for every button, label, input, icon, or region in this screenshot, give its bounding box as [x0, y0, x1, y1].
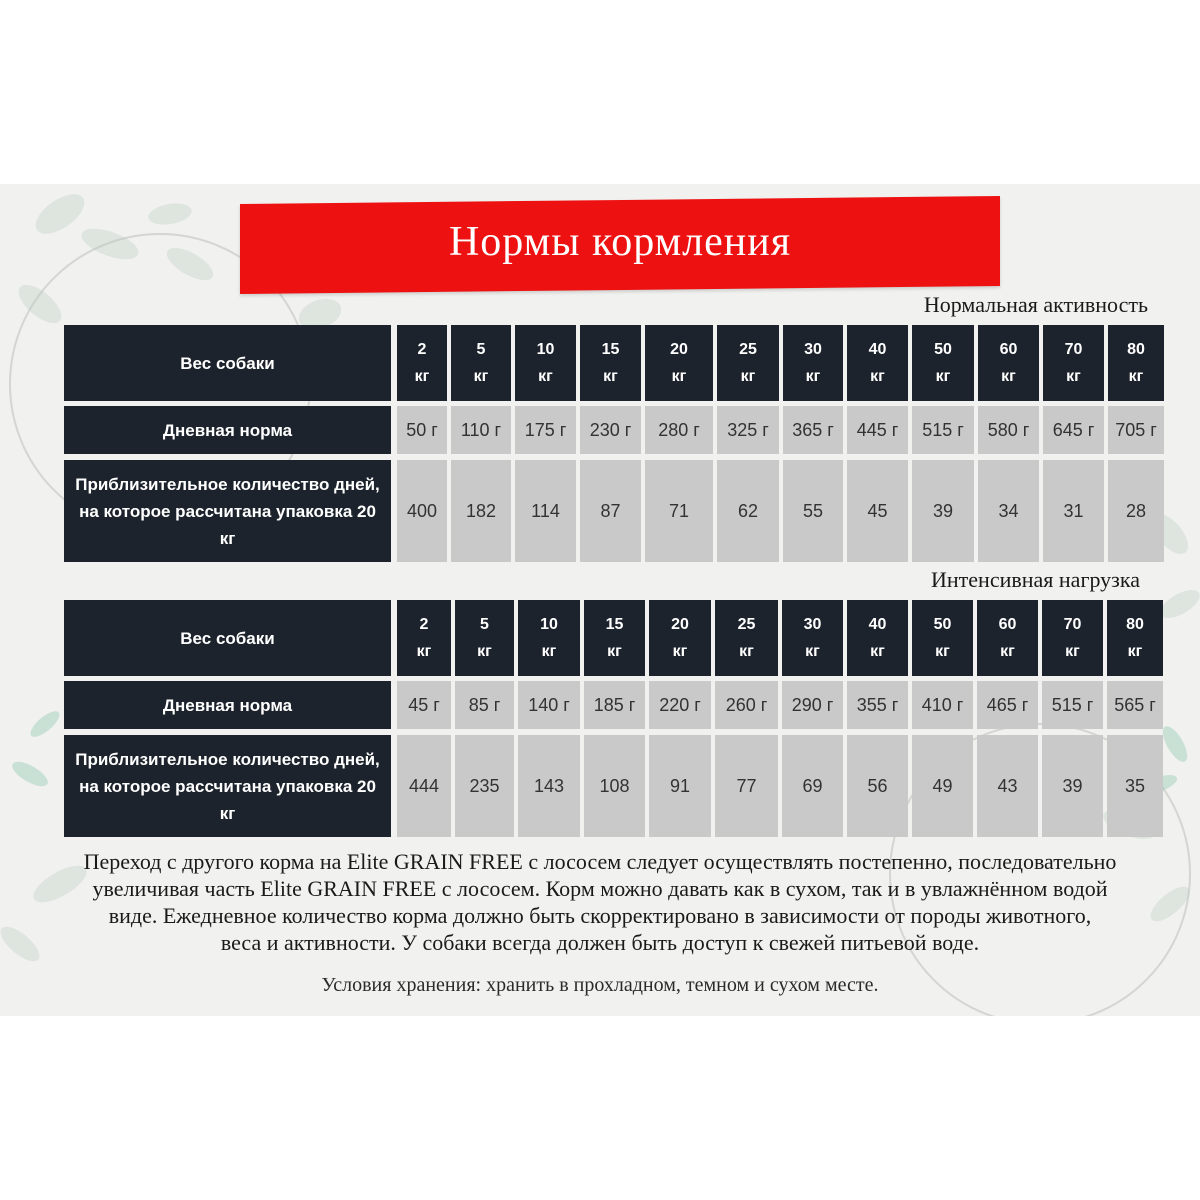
- daily-norm-cell: 140 г: [518, 681, 580, 729]
- weight-cell: [397, 325, 447, 401]
- weight-unit: кг: [1127, 643, 1143, 660]
- weight-unit: кг: [805, 368, 821, 385]
- daily-norm-cell: 580 г: [978, 406, 1039, 454]
- weight-cell: [912, 600, 973, 676]
- weight-unit: кг: [541, 643, 557, 660]
- weight-unit: кг: [473, 368, 489, 385]
- weight-unit: кг: [607, 643, 622, 660]
- days-cell: 235: [455, 735, 514, 837]
- daily-norm-cell: 260 г: [715, 681, 778, 729]
- weight-unit: кг: [671, 368, 687, 385]
- weight-unit: кг: [870, 368, 885, 385]
- weight-value: 40: [868, 341, 887, 358]
- weight-cell: [978, 325, 1039, 401]
- weight-value: 20: [671, 616, 689, 633]
- weight-cell: [1108, 325, 1164, 401]
- days-header: Приблизительное количество дней, на которое рассчитана упаковка 20 кг: [64, 460, 391, 562]
- weight-value: 60: [998, 616, 1017, 633]
- days-cell: 49: [912, 735, 973, 837]
- days-header: Приблизительное количество дней, на которое рассчитана упаковка 20 кг: [64, 735, 391, 837]
- weight-cell: [584, 600, 645, 676]
- weight-value: 10: [540, 616, 558, 633]
- daily-norm-cell: 185 г: [584, 681, 645, 729]
- note-line: увеличивая часть Elite GRAIN FREE с лососем. Корм можно давать как в сухом, так и в увлажнённом водой: [92, 876, 1108, 901]
- daily-norm-cell: 85 г: [455, 681, 514, 729]
- weight-unit: кг: [935, 368, 951, 385]
- weight-cell: [1042, 600, 1103, 676]
- weight-cell: [977, 600, 1038, 676]
- daily-norm-cell: 230 г: [580, 406, 641, 454]
- daily-norm-cell: 110 г: [451, 406, 511, 454]
- weight-value: 25: [737, 616, 756, 633]
- weight-unit: кг: [603, 368, 618, 385]
- weight-value: 10: [536, 341, 555, 358]
- weight-unit: кг: [1066, 368, 1081, 385]
- days-cell: 56: [847, 735, 908, 837]
- daily-norm-cell: 50 г: [397, 406, 447, 454]
- daily-norm-cell: 280 г: [645, 406, 713, 454]
- weight-value: 30: [803, 616, 822, 633]
- days-cell: 43: [977, 735, 1038, 837]
- daily-norm-cell: 705 г: [1108, 406, 1164, 454]
- weight-value: 2: [417, 341, 427, 358]
- weight-unit: кг: [414, 368, 430, 385]
- weight-value: 80: [1126, 616, 1144, 633]
- daily-norm-cell: 220 г: [649, 681, 711, 729]
- weight-value: 70: [1063, 616, 1082, 633]
- weight-value: 50: [933, 616, 952, 633]
- daily-norm-header: Дневная норма: [64, 681, 391, 729]
- days-cell: 91: [649, 735, 711, 837]
- daily-norm-cell: 565 г: [1107, 681, 1163, 729]
- weight-cell: [451, 325, 511, 401]
- weight-unit: кг: [538, 368, 553, 385]
- note-line: виде. Ежедневное количество корма должно быть скорректировано в зависимости от породы животного,: [108, 903, 1092, 928]
- weight-header: Вес собаки: [64, 600, 391, 676]
- weight-value: 30: [804, 341, 822, 358]
- days-cell: 87: [580, 460, 641, 562]
- weight-header: Вес собаки: [64, 325, 391, 401]
- days-cell: 28: [1108, 460, 1164, 562]
- days-cell: 35: [1107, 735, 1163, 837]
- daily-norm-cell: 515 г: [912, 406, 974, 454]
- feeding-card: [0, 184, 1200, 1016]
- weight-cell: [717, 325, 779, 401]
- days-cell: 45: [847, 460, 908, 562]
- weight-value: 5: [476, 341, 486, 358]
- daily-norm-row: [64, 406, 1164, 454]
- daily-norm-cell: 365 г: [783, 406, 843, 454]
- section-label-intense: Интенсивная нагрузка: [931, 567, 1140, 592]
- days-cell: 114: [515, 460, 576, 562]
- weight-unit: кг: [870, 643, 885, 660]
- weight-cell: [397, 600, 451, 676]
- weight-cell: [455, 600, 514, 676]
- weight-unit: кг: [935, 643, 950, 660]
- weight-value: 15: [601, 341, 620, 358]
- weight-value: 70: [1064, 341, 1083, 358]
- weight-value: 15: [605, 616, 624, 633]
- daily-norm-row: [64, 681, 1163, 729]
- days-row: [64, 735, 1163, 837]
- days-cell: 400: [397, 460, 447, 562]
- weight-value: 5: [480, 616, 489, 633]
- days-cell: 39: [1042, 735, 1103, 837]
- days-cell: 55: [783, 460, 843, 562]
- weight-unit: кг: [739, 643, 754, 660]
- weight-unit: кг: [805, 643, 820, 660]
- page-title: Нормы кормления: [448, 219, 792, 265]
- daily-norm-cell: 465 г: [977, 681, 1038, 729]
- note-line: веса и активности. У собаки всегда должен быть доступ к свежей питьевой воде.: [220, 930, 980, 955]
- daily-norm-cell: 355 г: [847, 681, 908, 729]
- weight-value: 40: [868, 616, 887, 633]
- daily-norm-cell: 445 г: [847, 406, 908, 454]
- weight-unit: кг: [740, 368, 756, 385]
- weight-row: [64, 600, 1163, 676]
- weight-cell: [649, 600, 711, 676]
- weight-unit: кг: [1065, 643, 1080, 660]
- weight-value: 80: [1127, 341, 1145, 358]
- weight-cell: [783, 325, 843, 401]
- daily-norm-cell: 175 г: [515, 406, 576, 454]
- weight-value: 2: [419, 616, 429, 633]
- weight-cell: [782, 600, 843, 676]
- days-cell: 182: [451, 460, 511, 562]
- days-cell: 39: [912, 460, 974, 562]
- days-cell: 31: [1043, 460, 1104, 562]
- weight-cell: [847, 325, 908, 401]
- daily-norm-cell: 515 г: [1042, 681, 1103, 729]
- daily-norm-cell: 410 г: [912, 681, 973, 729]
- weight-cell: [1107, 600, 1163, 676]
- weight-unit: кг: [1000, 643, 1015, 660]
- weight-cell: [580, 325, 641, 401]
- transition-notes: [22, 848, 1178, 956]
- weight-cell: [645, 325, 713, 401]
- weight-row: [64, 325, 1164, 401]
- weight-unit: кг: [416, 643, 432, 660]
- days-cell: 108: [584, 735, 645, 837]
- days-cell: 143: [518, 735, 580, 837]
- weight-cell: [912, 325, 974, 401]
- daily-norm-header: Дневная норма: [64, 406, 391, 454]
- weight-unit: кг: [1128, 368, 1144, 385]
- daily-norm-cell: 325 г: [717, 406, 779, 454]
- weight-cell: [847, 600, 908, 676]
- weight-unit: кг: [672, 643, 688, 660]
- days-cell: 77: [715, 735, 778, 837]
- section-label-normal: Нормальная активность: [923, 292, 1148, 317]
- weight-unit: кг: [1001, 368, 1016, 385]
- weight-cell: [715, 600, 778, 676]
- daily-norm-cell: 290 г: [782, 681, 843, 729]
- table-intensive-load: [64, 600, 1163, 837]
- weight-cell: [1043, 325, 1104, 401]
- weight-value: 25: [739, 341, 757, 358]
- weight-value: 20: [670, 341, 688, 358]
- weight-value: 50: [934, 341, 952, 358]
- weight-unit: кг: [477, 643, 492, 660]
- weight-cell: [515, 325, 576, 401]
- daily-norm-cell: 645 г: [1043, 406, 1104, 454]
- weight-value: 60: [999, 341, 1018, 358]
- note-line: Переход с другого корма на Elite GRAIN FREE с лососем следует осуществлять постепенно, последовательно: [83, 849, 1117, 874]
- days-cell: 69: [782, 735, 843, 837]
- days-cell: 62: [717, 460, 779, 562]
- table-normal-activity: [64, 325, 1164, 562]
- days-cell: 34: [978, 460, 1039, 562]
- days-row: [64, 460, 1164, 562]
- weight-cell: [518, 600, 580, 676]
- days-cell: 444: [397, 735, 451, 837]
- storage-conditions: Условия хранения: хранить в прохладном, темном и сухом месте.: [321, 974, 879, 996]
- daily-norm-cell: 45 г: [397, 681, 451, 729]
- days-cell: 71: [645, 460, 713, 562]
